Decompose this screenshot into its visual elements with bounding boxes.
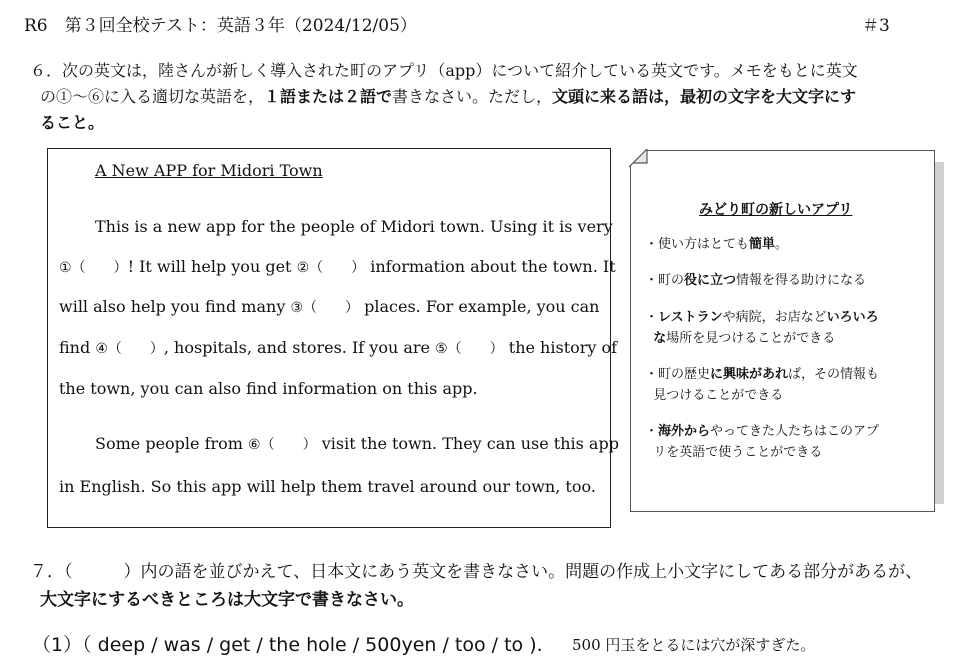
story-box: [47, 148, 619, 528]
story-title: A New APP for Midori Town: [95, 161, 323, 180]
memo-card: [630, 150, 935, 512]
folded-corner-icon: [629, 149, 649, 169]
memo-item: ・海外からやってきた人たちはこのアプ リを英語で使うことができる: [645, 424, 880, 460]
q6-instruction-line3: ること。: [40, 113, 105, 132]
q6-emphasis: １語または２語で: [264, 87, 393, 106]
story-text: find: [59, 338, 91, 357]
memo-item: ・町の歴史に興味があれば，その情報も 見つけることができる: [645, 367, 880, 403]
story-line: [59, 338, 617, 358]
q7-item1-japanese: 500 円玉をとるには穴が深すぎた。: [572, 636, 816, 654]
story-text: the history of: [508, 338, 618, 357]
q6-text: 書きなさい。ただし，: [392, 87, 553, 106]
story-text: visit the town. They can use this app: [321, 434, 619, 453]
test-title: R6 第３回全校テスト：英語３年（2024/12/05）: [24, 16, 417, 36]
story-line: in English. So this app will help them travel around our town, too.: [59, 477, 596, 496]
blank-5[interactable]: ⑤（ ）: [435, 341, 504, 357]
q6-text: の①～⑥に入る適切な英語を，: [40, 87, 265, 106]
q7-instruction-line1: ７．（ ）内の語を並びかえて、日本文にあう英文を書きなさい。問題の作成上小文字にしてある部分があるが、: [30, 562, 923, 582]
q7-instruction-line2: 大文字にするべきところは大文字で書きなさい。: [40, 590, 414, 610]
story-line: [95, 434, 619, 454]
page-number: ＃3: [862, 16, 890, 36]
memo-item: ・レストランや病院，お店などいろいろ な場所を見つけることができる: [645, 310, 879, 346]
blank-1[interactable]: ①（ ）: [59, 260, 128, 276]
blank-4[interactable]: ④（ ）: [95, 341, 164, 357]
story-text: , hospitals, and stores. If you are: [163, 338, 431, 357]
story-line: This is a new app for the people of Midori town. Using it is very: [95, 217, 613, 236]
story-text: Some people from: [95, 434, 243, 453]
q6-emphasis: 文頭に来る語は，最初の文字を大文字にす: [552, 87, 857, 106]
story-text: information about the town. It: [370, 257, 616, 276]
blank-6[interactable]: ⑥（ ）: [248, 437, 317, 453]
memo-item: ・町の役に立つ情報を得る助けになる: [645, 273, 867, 288]
q6-instruction-line2: [40, 84, 856, 107]
story-line: the town, you can also find information on this app.: [59, 379, 478, 398]
blank-2[interactable]: ②（ ）: [296, 260, 366, 276]
memo-title: みどり町の新しいアプリ: [699, 202, 853, 218]
memo-item: ・使い方はとても簡単。: [645, 237, 789, 252]
story-text: will also help you find many: [59, 297, 286, 316]
story-line: [59, 297, 599, 317]
q7-item1: （1）（ deep / was / get / the hole / 500yen / too / to ).: [32, 634, 543, 656]
story-text: places. For example, you can: [364, 297, 600, 316]
story-text: ! It will help you get: [127, 257, 292, 276]
blank-3[interactable]: ③（ ）: [290, 300, 360, 316]
story-line: [59, 257, 616, 277]
q6-instruction-line1: ６．次の英文は，陸さんが新しく導入された町のアプリ（app）について紹介している英文です。メモをもとに英文: [30, 61, 858, 80]
